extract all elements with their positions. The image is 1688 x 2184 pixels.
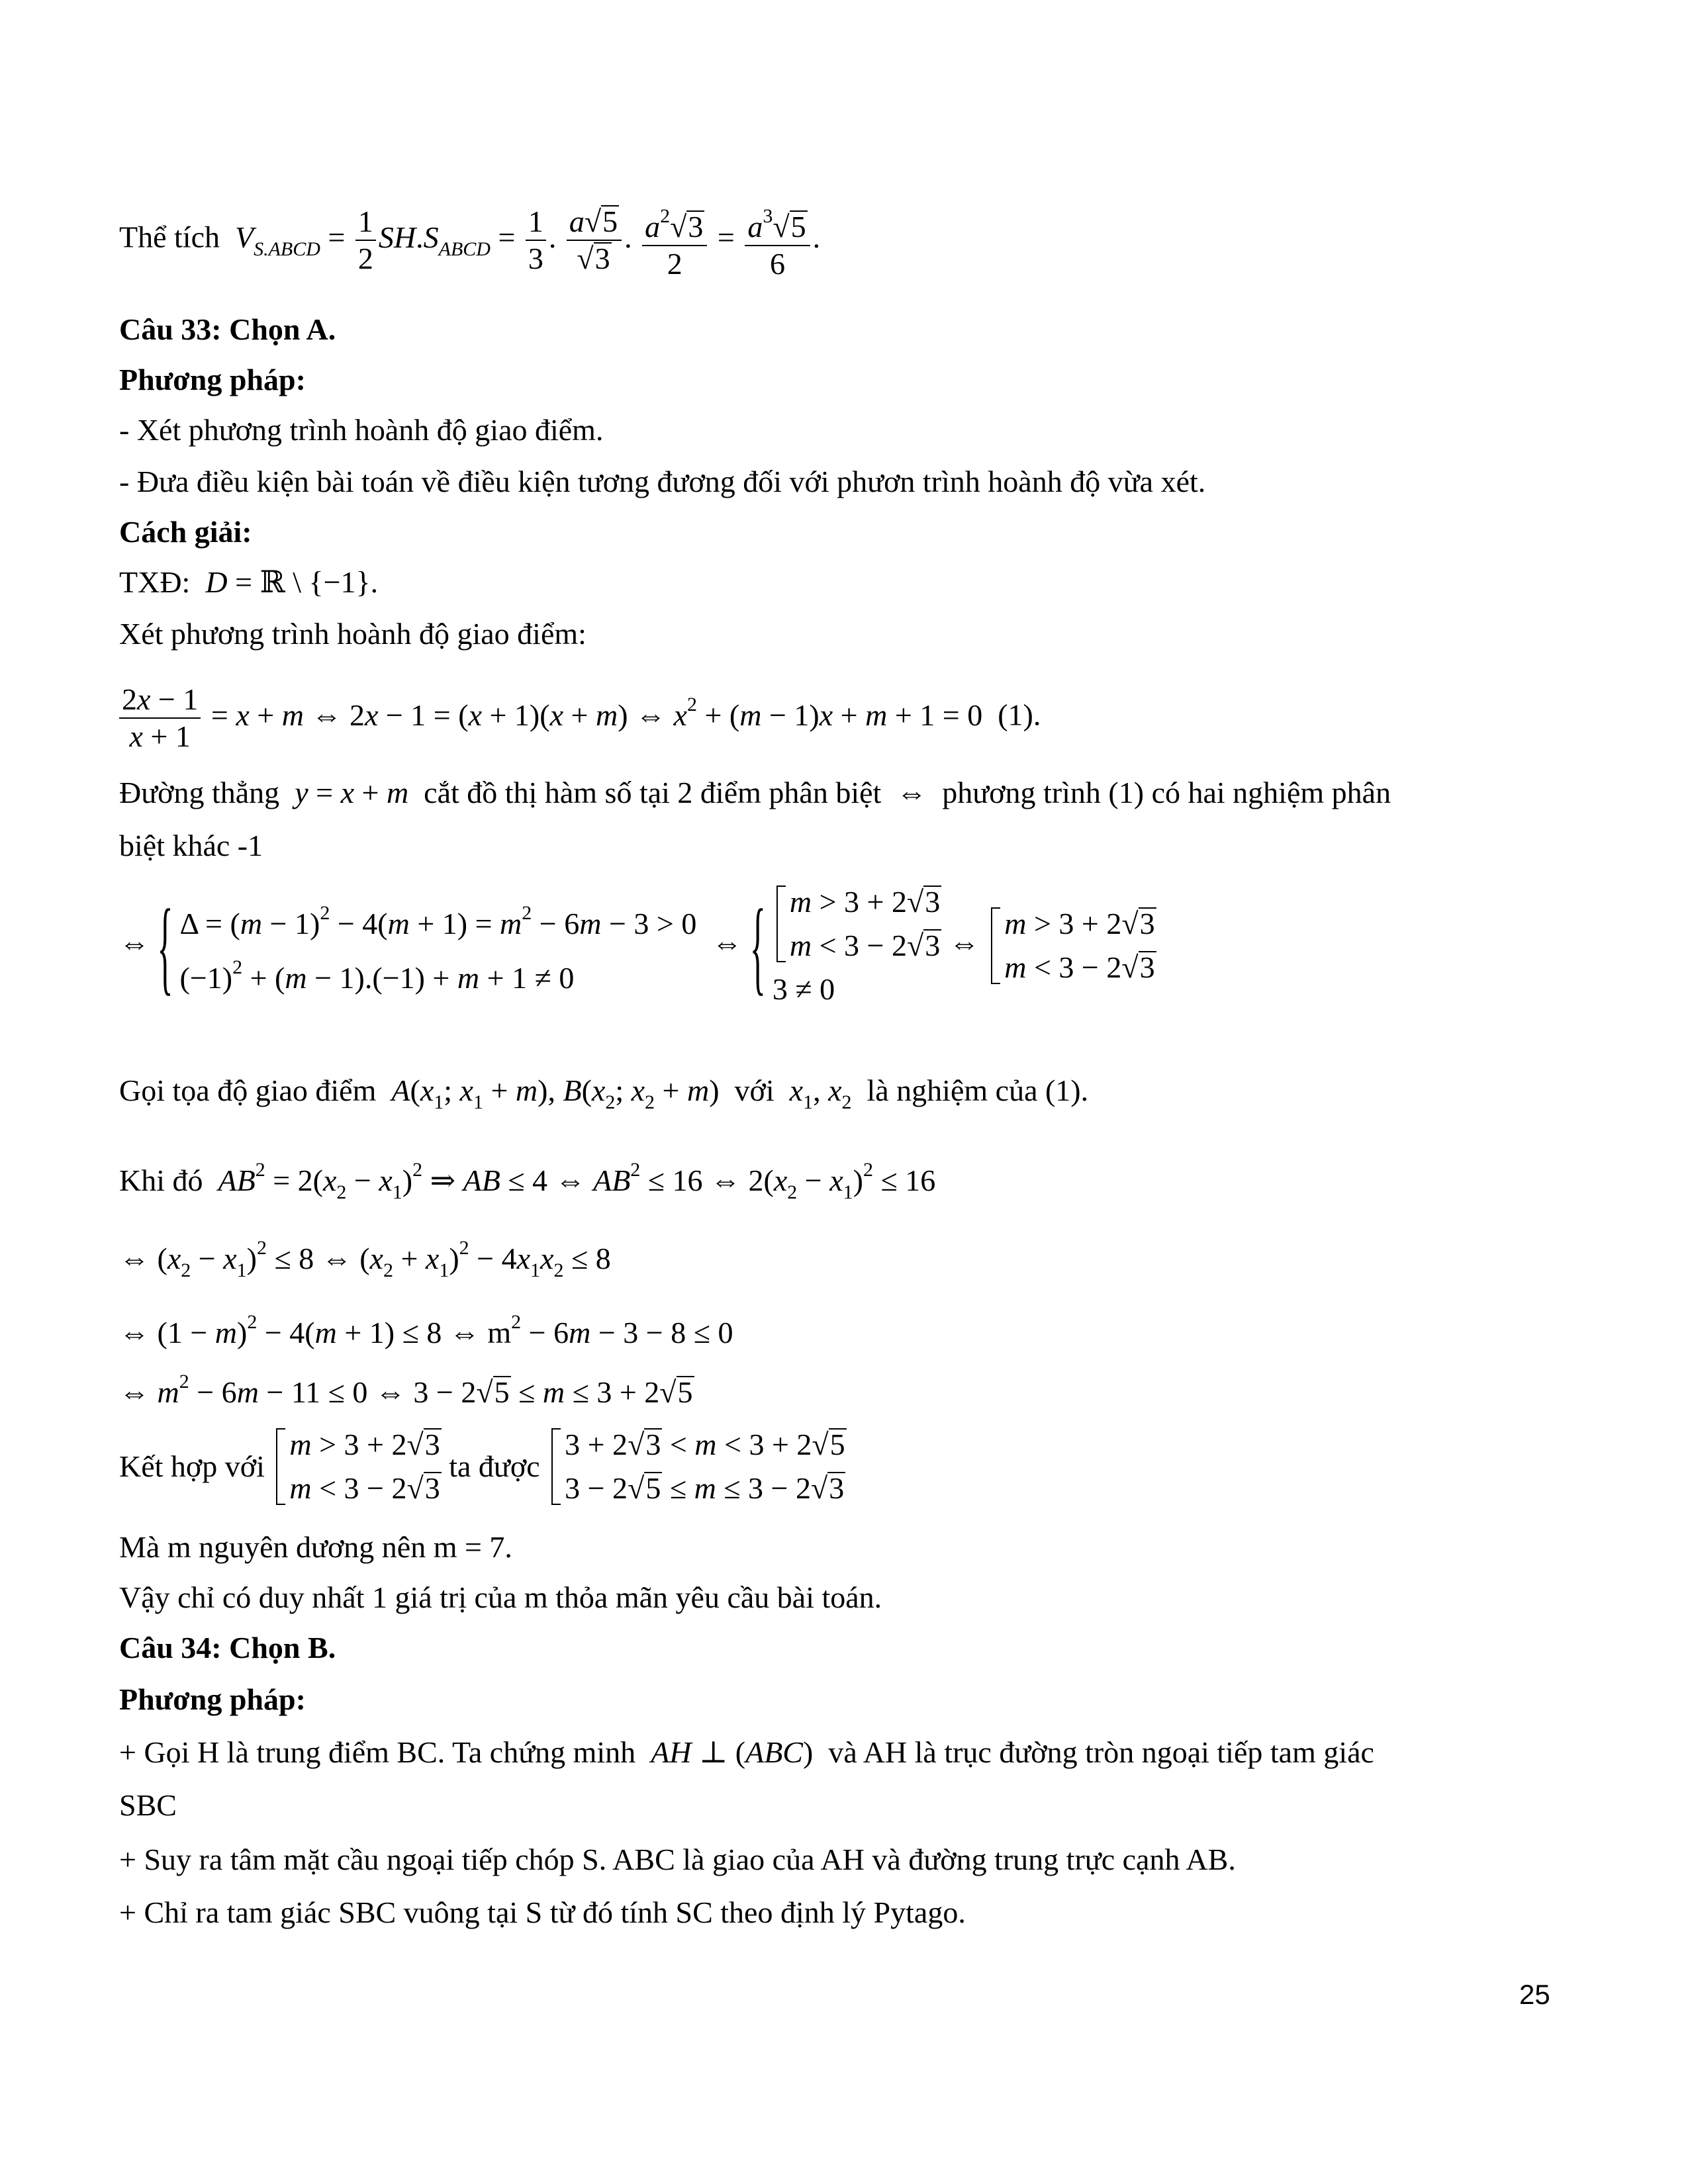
equivalence-symbol: ⇔ [888, 776, 935, 809]
ab-squared-formula: $AB^2 = 2(x_2 - x_1)^2$ ⇒ AB ≤ 4 ⇔ $AB^2 \le 16$ ⇔ $2(x_2 - x_1)^2 \le 16$ [218, 1159, 936, 1203]
perpendicular-formula: AH ⊥ (ABC) [651, 1735, 821, 1769]
page-number: 25 [1519, 1979, 1550, 2010]
line-cond-2: cắt đồ thị hàm số tại 2 điểm phân biệt [424, 776, 882, 809]
discriminant-system-math: ⇔ { $\Delta = (m - 1)^2 - 4(m + 1) = m^2 - 6m - 3 > 0$ $(-1)^2 + (m - 1).(-1) + m + 1 \ne 0$ ⇔ { m > 3 + 2√3 m < 3 − 2√3 3 ≠ 0 ⇔ m > 3 + 2√3 m < 3 − 2√3 [119, 885, 1155, 1006]
step-2-formula: ⇔ $(x_2 - x_1)^2 \le 8$ ⇔ $(x_2 + x_1)^2 - 4x_1x_2 \le 8$ [119, 1237, 611, 1281]
points-3: là nghiệm của (1). [867, 1073, 1089, 1107]
intersect-eq-label: Xét phương trình hoành độ giao điểm: [119, 617, 586, 651]
step-4-line [119, 1363, 694, 1411]
q34-method-1-line [119, 1734, 1374, 1771]
q34-method-1b: và AH là trục đường tròn ngoại tiếp tam giác [828, 1735, 1374, 1769]
equation-1-line [119, 682, 1041, 754]
q34-method-2: + Suy ra tâm mặt cầu ngoại tiếp chóp S. ABC là giao của AH và đường trung trực cạnh AB. [119, 1843, 1236, 1876]
q33-method-2: - Đưa điều kiện bài toán về điều kiện tương đương đối với phươn trình hoành độ vừa xét. [119, 465, 1206, 498]
roots: $x_1$, $x_2$ [789, 1073, 852, 1113]
line-cond-1: Đường thẳng [119, 776, 280, 809]
q34-heading: Câu 34: Chọn B. [119, 1631, 336, 1664]
step-4-formula: ⇔ $m^2 - 6m - 11 \le 0$ ⇔ 3 − 2√5 ≤ m ≤ 3 + 2√5 [119, 1371, 693, 1409]
points-line [119, 1072, 1088, 1121]
equation-1-suffix: (1). [998, 698, 1041, 732]
txd-line [119, 564, 378, 601]
domain-formula: D = ℝ \ {−1}. [205, 565, 379, 599]
txd-label: TXĐ: [119, 565, 191, 599]
ket-hop-2: ta được [449, 1449, 540, 1483]
step-3-formula: ⇔ $(1 - m)^2 - 4(m + 1) \le 8$ ⇔ $m^2 - 6m - 3 - 8 \le 0$ [119, 1311, 733, 1349]
khi-do-line [119, 1152, 935, 1211]
points-1: Gọi tọa độ giao điểm [119, 1073, 377, 1107]
q34-method-3: + Chỉ ra tam giác SBC vuông tại S từ đó tính SC theo định lý Pytago. [119, 1895, 966, 1929]
step-3-line [119, 1304, 733, 1351]
points-coords: $A(x_1$; $x_1 + m$), $B(x_2$; $x_2 + m$) [391, 1073, 727, 1113]
q33-heading: Câu 33: Chọn A. [119, 312, 336, 346]
line-cond-3: phương trình (1) có hai nghiệm phân [942, 776, 1391, 809]
q33-solution-heading: Cách giải: [119, 515, 252, 549]
ket-hop-1: Kết hợp với [119, 1449, 265, 1483]
ket-hop-line [119, 1423, 847, 1510]
line-equation: y = x + m [295, 776, 409, 809]
khi-do-label: Khi đó [119, 1163, 203, 1197]
q33-method-heading: Phương pháp: [119, 363, 306, 396]
discriminant-system [119, 880, 1156, 1011]
m-integer-line: Mà m nguyên dương nên m = 7. [119, 1530, 512, 1564]
line-condition [119, 774, 1391, 811]
points-2: với [734, 1073, 774, 1107]
combine-condition-a: m > 3 + 2√3 m < 3 − 2√3 [272, 1447, 449, 1480]
q34-method-1c: SBC [119, 1788, 177, 1822]
equation-1: $\frac{2x - 1}{x + 1}$ = x + m ⇔ 2x − 1 = (x + 1)(x + m) ⇔ $x^2 + (m - 1)x + m + 1 = 0$ [119, 698, 998, 732]
volume-formula-line [119, 199, 820, 282]
the-tich-label: Thể tích [119, 220, 220, 254]
step-2-line [119, 1230, 611, 1289]
combine-result: 3 + 2√3 < m < 3 + 2√5 3 − 2√5 ≤ m ≤ 3 − 2√3 [547, 1447, 847, 1480]
q33-method-1: - Xét phương trình hoành độ giao điểm. [119, 413, 604, 447]
line-cond-4: biệt khác -1 [119, 829, 263, 862]
q34-method-heading: Phương pháp: [119, 1682, 306, 1716]
volume-formula: $V_{S.ABCD}$ = $\frac{1}{2}$ $SH.S_{ABCD}$ = $\frac{1}{3}$ . $\frac{a√5}{√3}$ . $\frac{a^2√3}{2}$ = $\frac{a^3√5}{6}$ . [228, 220, 821, 254]
conclusion-line: Vậy chỉ có duy nhất 1 giá trị của m thỏa mãn yêu cầu bài toán. [119, 1580, 882, 1614]
q34-method-1a: + Gọi H là trung điểm BC. Ta chứng minh [119, 1735, 636, 1769]
